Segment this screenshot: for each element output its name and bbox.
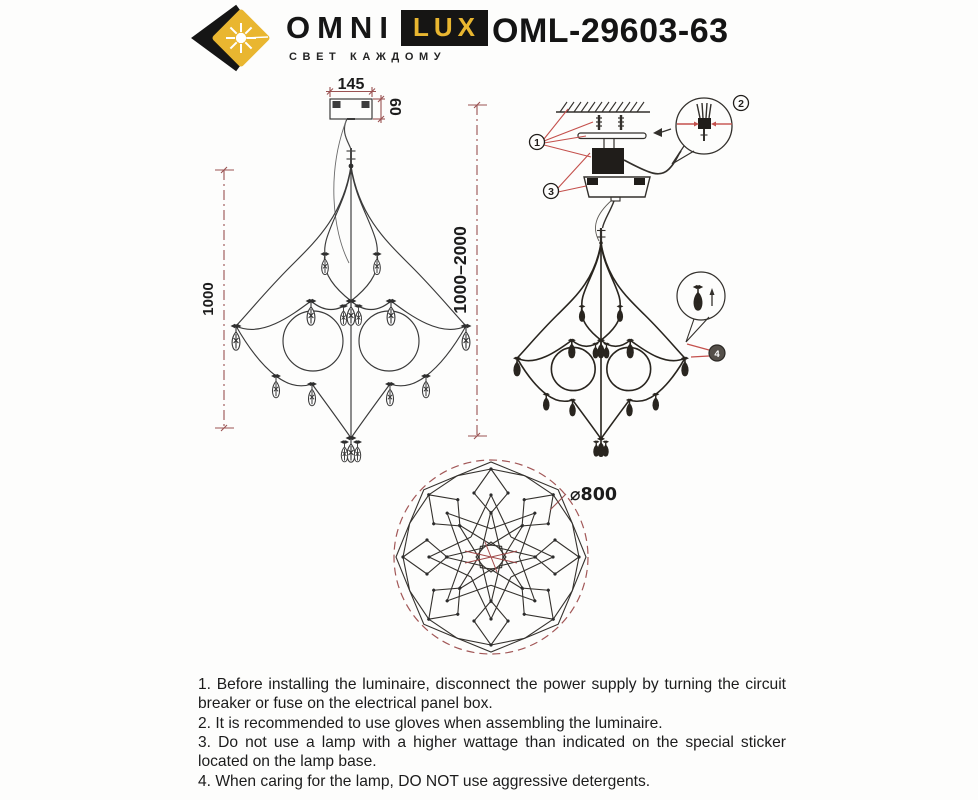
- mounting-screws: [596, 115, 624, 130]
- brand-tagline: СВЕТ КАЖДОМУ: [289, 51, 447, 63]
- instruction-item-2: 2. It is recommended to use gloves when assembling the luminaire.: [198, 714, 663, 732]
- svg-text:3: 3: [548, 186, 554, 198]
- front-view-drawing: [200, 76, 487, 462]
- top-view-drawing: [394, 460, 617, 654]
- install-suspension-wire: [595, 200, 614, 243]
- dim-canopy-height: [373, 95, 403, 123]
- svg-text:⌀800: ⌀800: [570, 485, 618, 505]
- center-marks: [465, 542, 517, 572]
- svg-text:60: 60: [386, 98, 403, 116]
- instruction-item-3: 3. Do not use a lamp with a higher wattage than indicated on the special sticker located on the lamp base.: [198, 733, 786, 771]
- canopy-install: [584, 177, 650, 201]
- dim-canopy-width: [326, 76, 376, 97]
- brand-word-lux: LUX: [401, 10, 488, 46]
- instruction-item-4: 4. When caring for the lamp, DO NOT use aggressive detergents.: [198, 772, 651, 790]
- callout-2-badge: [734, 96, 749, 111]
- dim-diameter: [550, 485, 617, 510]
- pendant-detail-bubble: [677, 272, 725, 342]
- svg-text:2: 2: [738, 98, 744, 110]
- canopy-front: [330, 99, 372, 119]
- chandelier-install: [513, 241, 689, 456]
- svg-text:145: 145: [337, 76, 365, 93]
- instruction-item-1: 1. Before installing the luminaire, disconnect the power supply by turning the circuit breaker or fuse on the electrical panel box.: [198, 676, 786, 713]
- callout-4-badge: [687, 344, 725, 361]
- wiring-detail-bubble: [672, 98, 732, 164]
- callout-3-badge: [544, 153, 591, 199]
- ceiling-hatch: [556, 102, 650, 112]
- model-number: OML-29603-63: [492, 12, 729, 50]
- mounting-bar: [578, 128, 671, 139]
- safety-instructions: [198, 675, 786, 791]
- svg-text:1000: 1000: [200, 282, 217, 316]
- svg-text:1: 1: [534, 137, 540, 149]
- svg-text:4: 4: [714, 349, 720, 360]
- svg-text:1000–2000: 1000–2000: [450, 226, 470, 314]
- dim-fixture-height: [200, 167, 234, 431]
- supply-wires: [604, 139, 614, 148]
- install-view-drawing: [513, 96, 748, 457]
- chandelier-front: [231, 164, 472, 463]
- brand-word-omni: OMNI: [286, 10, 395, 45]
- dim-suspension-range: [450, 102, 487, 439]
- terminal-box: [592, 148, 624, 174]
